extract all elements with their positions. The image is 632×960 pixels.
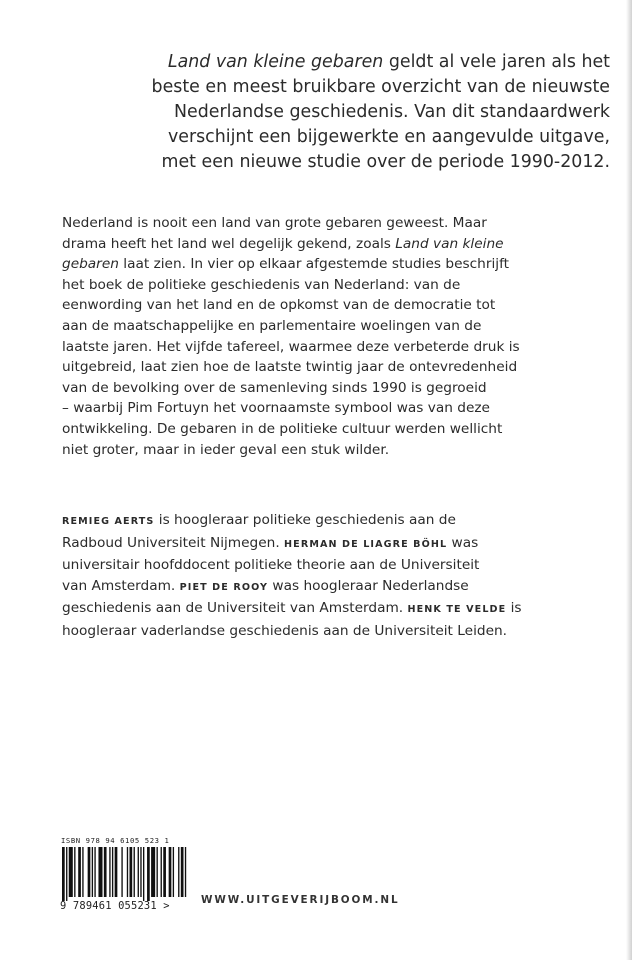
- barcode-bar: [98, 847, 102, 897]
- barcode-bar: [134, 847, 135, 897]
- description-paragraph: [62, 213, 607, 460]
- intro-line: verschijnt een bijgewerkte en aangevulde uitgave,: [167, 127, 610, 147]
- intro-line: Land van kleine gebaren geldt al vele jaren als het: [167, 52, 610, 72]
- barcode-bar: [181, 847, 184, 897]
- barcode-bar: [151, 847, 155, 897]
- barcode-bar: [140, 847, 141, 897]
- barcode-bar: [143, 847, 144, 901]
- isbn-barcode: [60, 836, 190, 914]
- barcode-bar: [115, 847, 118, 897]
- body-line: laatste jaren. Het vijfde tafereel, waarmee deze verbeterde druk is: [62, 338, 520, 355]
- isbn-label: ISBN 978 94 6105 523 1: [61, 836, 170, 845]
- author-line: hoogleraar vaderlandse geschiedenis aan de Universiteit Leiden.: [62, 622, 508, 639]
- barcode-bar: [109, 847, 110, 897]
- barcode-bar: [78, 847, 81, 897]
- barcode-bar: [161, 847, 162, 897]
- barcode-bar: [169, 847, 172, 897]
- barcode-bar: [66, 847, 67, 901]
- barcode-bar: [121, 847, 122, 897]
- barcode-bar: [178, 847, 179, 897]
- intro-line: beste en meest bruikbare overzicht van de nieuwste: [151, 77, 610, 97]
- body-line: het boek de politieke geschiedenis van Nederland: van de: [62, 276, 461, 293]
- author-line: Radboud Universiteit Nijmegen. HERMAN DE LIAGRE BÖHL was: [62, 534, 479, 551]
- author-name: HENK TE VELDE: [407, 604, 507, 616]
- barcode-bar: [94, 847, 95, 897]
- body-line: uitgebreid, laat zien hoe de laatste twintig jaar de ontevredenheid: [62, 359, 518, 376]
- barcode-bar: [127, 847, 128, 897]
- barcode-bar: [69, 847, 73, 897]
- barcode-bar: [185, 847, 186, 897]
- barcode-bars: [60, 847, 190, 901]
- publisher-website: WWW.UITGEVERIJBOOM.NL: [201, 894, 400, 906]
- intro-paragraph: [30, 50, 610, 175]
- author-bios: [62, 510, 612, 642]
- body-line: niet groter, maar in ieder geval een stuk wilder.: [62, 441, 390, 458]
- barcode-bar: [112, 847, 113, 897]
- body-line: van de bevolking over de samenleving sinds 1990 is gegroeid: [62, 379, 487, 396]
- body-line: Nederland is nooit een land van grote gebaren geweest. Maar: [62, 215, 487, 231]
- isbn-digits: 9 789461 055231 >: [60, 900, 170, 912]
- barcode-bar: [163, 847, 166, 897]
- body-line: ontwikkeling. De gebaren in de politieke cultuur werden wellicht: [62, 420, 503, 437]
- author-name: PIET DE ROOY: [179, 581, 269, 593]
- author-line: universitair hoofddocent politieke theorie aan de Universiteit: [62, 557, 480, 574]
- body-line: gebaren laat zien. In vier op elkaar afgestemde studies beschrijft: [62, 256, 510, 273]
- barcode-bar: [138, 847, 139, 897]
- author-line: van Amsterdam. PIET DE ROOY was hoogleraar Nederlandse: [62, 577, 469, 594]
- barcode-bar: [173, 847, 174, 897]
- barcode-bar: [147, 847, 150, 901]
- author-name: HERMAN DE LIAGRE BÖHL: [284, 538, 448, 550]
- body-line: eenwording van het land en de opkomst van de democratie tot: [62, 297, 496, 314]
- body-line: drama heeft het land wel degelijk gekend, zoals Land van kleine: [62, 235, 504, 252]
- barcode-bar: [157, 847, 158, 897]
- page-edge-shadow: [626, 0, 632, 960]
- barcode-bar: [130, 847, 133, 897]
- author-line: geschiedenis aan de Universiteit van Amsterdam. HENK TE VELDE is: [62, 600, 522, 617]
- barcode-bar: [62, 847, 65, 901]
- barcode-bar: [88, 847, 91, 897]
- intro-line: met een nieuwe studie over de periode 1990-2012.: [161, 152, 610, 172]
- barcode-bar: [92, 847, 93, 897]
- intro-line: Nederlandse geschiedenis. Van dit standaardwerk: [174, 102, 610, 122]
- body-line: – waarbij Pim Fortuyn het voornaamste symbool was van deze: [62, 400, 490, 417]
- author-name: REMIEG AERTS: [62, 516, 155, 527]
- barcode-bar: [82, 847, 83, 897]
- body-line: aan de maatschappelijke en parlementaire woelingen van de: [62, 317, 482, 334]
- barcode-bar: [104, 847, 107, 897]
- barcode-bar: [74, 847, 75, 897]
- author-line: REMIEG AERTS is hoogleraar politieke geschiedenis aan de: [62, 512, 456, 528]
